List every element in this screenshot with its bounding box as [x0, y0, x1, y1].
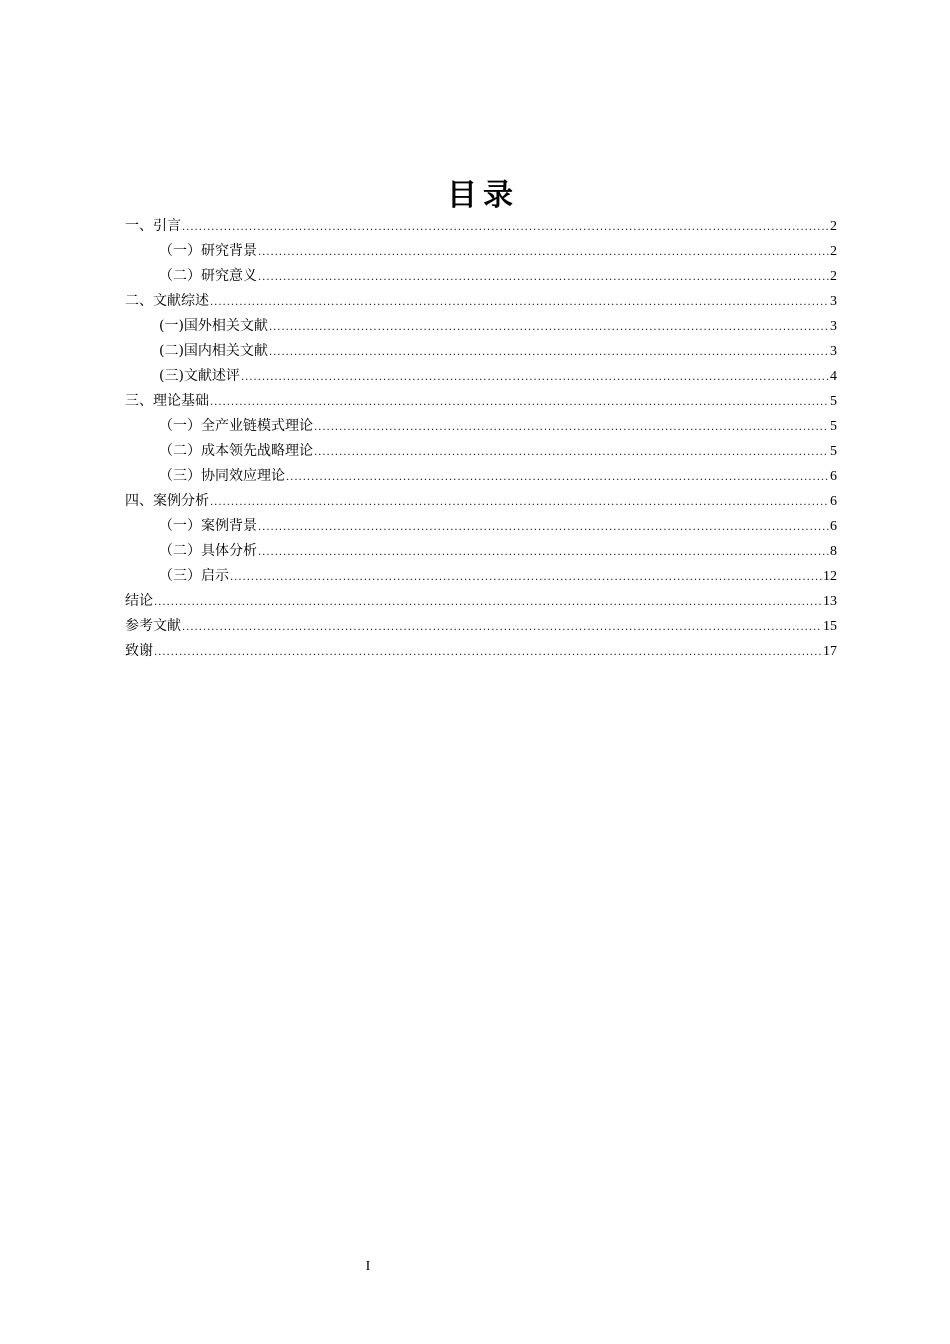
- toc-entry-page: 5: [830, 444, 837, 459]
- toc-entry[interactable]: [125, 366, 837, 391]
- toc-entry[interactable]: [125, 341, 837, 366]
- toc-entry[interactable]: [125, 391, 837, 416]
- toc-leader-dots: [286, 467, 829, 488]
- toc-entry[interactable]: [125, 291, 837, 316]
- toc-entry-page: 3: [830, 344, 837, 359]
- toc-entry-page: 4: [830, 369, 837, 384]
- toc-entry[interactable]: [125, 491, 837, 516]
- toc-entry[interactable]: [125, 466, 837, 491]
- toc-entry-label: (二)国内相关文献: [159, 343, 268, 359]
- toc-entry[interactable]: [125, 416, 837, 441]
- toc-leader-dots: [230, 567, 822, 588]
- toc-leader-dots: [258, 267, 829, 288]
- toc-entry-label: （二）成本领先战略理论: [159, 443, 313, 459]
- toc-entry-page: 8: [830, 544, 837, 559]
- toc-entry-page: 13: [823, 594, 837, 609]
- toc-entry-page: 6: [830, 469, 837, 484]
- toc-entry-label: 结论: [125, 593, 153, 609]
- toc-leader-dots: [210, 292, 829, 313]
- toc-entry-page: 2: [830, 244, 837, 259]
- toc-entry[interactable]: [125, 541, 837, 566]
- toc-entry[interactable]: [125, 641, 837, 666]
- toc-entry-page: 6: [830, 494, 837, 509]
- toc-entry-label: 三、理论基础: [125, 393, 209, 409]
- toc-entry[interactable]: [125, 566, 837, 591]
- toc-entry[interactable]: [125, 266, 837, 291]
- toc-entry-label: 二、文献综述: [125, 293, 209, 309]
- toc-leader-dots: [258, 242, 829, 263]
- toc-entry[interactable]: [125, 316, 837, 341]
- toc-entry-page: 2: [830, 219, 837, 234]
- toc-entry[interactable]: [125, 441, 837, 466]
- toc-entry-page: 2: [830, 269, 837, 284]
- toc-entry[interactable]: [125, 241, 837, 266]
- toc-entry-label: (一)国外相关文献: [159, 318, 268, 334]
- toc-entry-label: （一）研究背景: [159, 243, 257, 259]
- toc-entry[interactable]: [125, 216, 837, 241]
- toc-entry-label: 致谢: [125, 643, 153, 659]
- toc-entry-page: 17: [823, 644, 837, 659]
- toc-entry-page: 3: [830, 294, 837, 309]
- toc-entry-page: 3: [830, 319, 837, 334]
- toc-entry-label: （二）研究意义: [159, 268, 257, 284]
- toc-entry-label: 参考文献: [125, 618, 181, 634]
- toc-entry-page: 15: [823, 619, 837, 634]
- toc-entry-page: 5: [830, 419, 837, 434]
- toc-leader-dots: [241, 367, 829, 388]
- toc-entry-label: （三）启示: [159, 568, 229, 584]
- toc-entry-page: 5: [830, 394, 837, 409]
- toc-leader-dots: [269, 342, 829, 363]
- toc-leader-dots: [182, 617, 822, 638]
- toc-entry-label: (三)文献述评: [159, 368, 240, 384]
- toc-entry-label: 一、引言: [125, 218, 181, 234]
- toc-entry[interactable]: [125, 591, 837, 616]
- page-title: 目录: [447, 178, 519, 213]
- toc-entry-label: （二）具体分析: [159, 543, 257, 559]
- toc-entry-label: （一）案例背景: [159, 518, 257, 534]
- toc-entry-page: 6: [830, 519, 837, 534]
- toc-leader-dots: [258, 517, 829, 538]
- table-of-contents: [125, 216, 837, 666]
- toc-leader-dots: [154, 592, 822, 613]
- toc-entry-label: （三）协同效应理论: [159, 468, 285, 484]
- toc-leader-dots: [269, 317, 829, 338]
- toc-entry-label: 四、案例分析: [125, 493, 209, 509]
- toc-leader-dots: [182, 217, 829, 238]
- toc-leader-dots: [314, 417, 829, 438]
- toc-leader-dots: [258, 542, 829, 563]
- toc-leader-dots: [314, 442, 829, 463]
- toc-entry[interactable]: [125, 616, 837, 641]
- toc-entry-page: 12: [823, 569, 837, 584]
- toc-leader-dots: [210, 392, 829, 413]
- toc-entry-label: （一）全产业链模式理论: [159, 418, 313, 434]
- page-number-footer: I: [365, 1259, 371, 1274]
- toc-leader-dots: [210, 492, 829, 513]
- toc-leader-dots: [154, 642, 822, 663]
- toc-entry[interactable]: [125, 516, 837, 541]
